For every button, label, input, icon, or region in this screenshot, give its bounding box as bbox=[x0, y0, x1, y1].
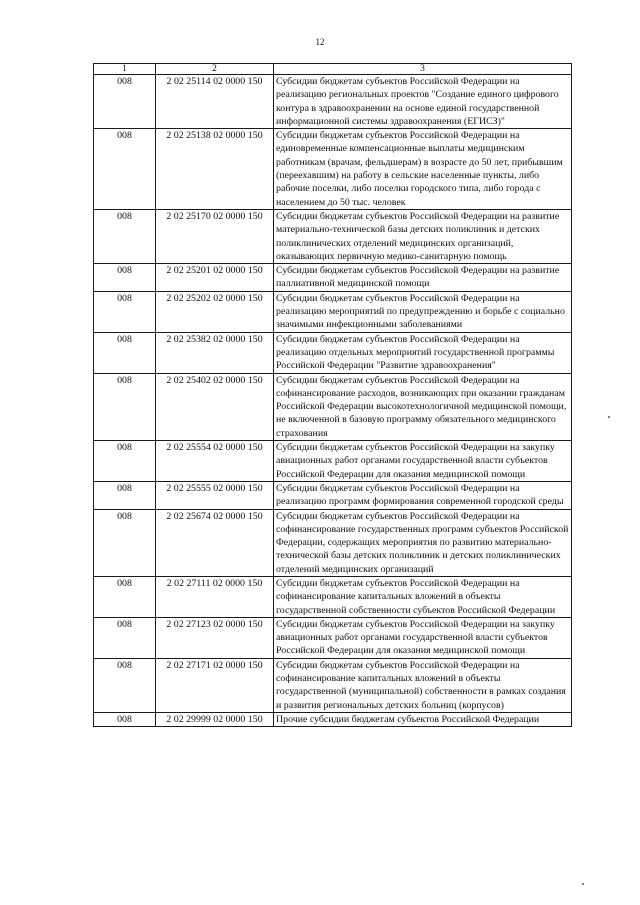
table-row bbox=[94, 712, 572, 726]
table-row bbox=[94, 373, 572, 440]
table-row bbox=[94, 617, 572, 658]
admin-code-cell: 008 bbox=[94, 509, 156, 576]
admin-code-cell: 008 bbox=[94, 75, 156, 129]
revenue-code-cell: 2 02 25382 02 0000 150 bbox=[156, 332, 274, 373]
revenue-code-cell: 2 02 25114 02 0000 150 bbox=[156, 75, 274, 129]
admin-code-cell: 008 bbox=[94, 129, 156, 210]
revenue-code-cell: 2 02 25201 02 0000 150 bbox=[156, 264, 274, 292]
table-row bbox=[94, 658, 572, 712]
revenue-code-cell: 2 02 25402 02 0000 150 bbox=[156, 373, 274, 440]
revenue-name-cell: Субсидии бюджетам субъектов Российской Федерации на реализацию региональных проектов "Создание единого цифрового контура в здравоохранении на основе единой государственной информационной системы здравоохранения (ЕГИСЗ)" bbox=[274, 75, 572, 129]
table-row bbox=[94, 481, 572, 509]
table-row bbox=[94, 264, 572, 292]
revenue-name-cell: Субсидии бюджетам субъектов Российской Федерации на софинансирование капитальных вложений в объекты государственной собственности субъектов Российской Федерации bbox=[274, 576, 572, 617]
table-row bbox=[94, 75, 572, 129]
revenue-code-cell: 2 02 27123 02 0000 150 bbox=[156, 617, 274, 658]
revenue-code-cell: 2 02 25554 02 0000 150 bbox=[156, 441, 274, 482]
admin-code-cell: 008 bbox=[94, 712, 156, 726]
table-row bbox=[94, 509, 572, 576]
revenue-name-cell: Субсидии бюджетам субъектов Российской Федерации на развитие паллиативной медицинской помощи bbox=[274, 264, 572, 292]
admin-code-cell: 008 bbox=[94, 373, 156, 440]
header-col-1: 1 bbox=[94, 64, 156, 75]
revenue-name-cell: Субсидии бюджетам субъектов Российской Федерации на единовременные компенсационные выплаты медицинским работникам (врачам, фельдшерам) в возрасте до 50 лет, прибывшим (переехавшим) на работу в сельские населенные пункты, либо рабочие поселки, либо поселки городского типа, либо города с населением до 50 тыс. человек bbox=[274, 129, 572, 210]
admin-code-cell: 008 bbox=[94, 332, 156, 373]
admin-code-cell: 008 bbox=[94, 441, 156, 482]
revenue-name-cell: Субсидии бюджетам субъектов Российской Федерации на закупку авиационных работ органами государственной власти субъектов Российской Федерации для оказания медицинской помощи bbox=[274, 441, 572, 482]
table-header-row bbox=[94, 64, 572, 75]
revenue-code-cell: 2 02 25202 02 0000 150 bbox=[156, 291, 274, 332]
revenue-code-cell: 2 02 27171 02 0000 150 bbox=[156, 658, 274, 712]
revenue-name-cell: Субсидии бюджетам субъектов Российской Федерации на развитие материально-технической базы детских поликлиник и детских поликлинических отделений медицинских организаций, оказывающих первичную медико-санитарную помощь bbox=[274, 209, 572, 263]
revenue-code-cell: 2 02 25555 02 0000 150 bbox=[156, 481, 274, 509]
admin-code-cell: 008 bbox=[94, 576, 156, 617]
table-row bbox=[94, 576, 572, 617]
table-row bbox=[94, 332, 572, 373]
admin-code-cell: 008 bbox=[94, 658, 156, 712]
revenue-name-cell: Субсидии бюджетам субъектов Российской Федерации на закупку авиационных работ органами государственной власти субъектов Российской Федерации для оказания медицинской помощи bbox=[274, 617, 572, 658]
table-row bbox=[94, 129, 572, 210]
revenue-code-cell: 2 02 25674 02 0000 150 bbox=[156, 509, 274, 576]
table-row bbox=[94, 291, 572, 332]
admin-code-cell: 008 bbox=[94, 291, 156, 332]
revenue-code-cell: 2 02 29999 02 0000 150 bbox=[156, 712, 274, 726]
table-row bbox=[94, 441, 572, 482]
revenue-code-cell: 2 02 25138 02 0000 150 bbox=[156, 129, 274, 210]
header-col-3: 3 bbox=[274, 64, 572, 75]
revenue-name-cell: Субсидии бюджетам субъектов Российской Федерации на софинансирование государственных программ субъектов Российской Федерации, содержащих мероприятия по развитию материально-технической базы детских поликлиник и детских поликлинических отделений медицинских организаций bbox=[274, 509, 572, 576]
scan-speck bbox=[608, 416, 610, 418]
revenue-code-cell: 2 02 25170 02 0000 150 bbox=[156, 209, 274, 263]
revenue-codes-table bbox=[93, 63, 572, 727]
scan-speck bbox=[582, 883, 584, 885]
admin-code-cell: 008 bbox=[94, 481, 156, 509]
revenue-name-cell: Субсидии бюджетам субъектов Российской Федерации на реализацию мероприятий по предупреждению и борьбе с социально значимыми инфекционными заболеваниями bbox=[274, 291, 572, 332]
revenue-code-cell: 2 02 27111 02 0000 150 bbox=[156, 576, 274, 617]
admin-code-cell: 008 bbox=[94, 209, 156, 263]
admin-code-cell: 008 bbox=[94, 264, 156, 292]
table-row bbox=[94, 209, 572, 263]
revenue-name-cell: Субсидии бюджетам субъектов Российской Федерации на реализацию отдельных мероприятий государственной программы Российской Федерации "Развитие здравоохранения" bbox=[274, 332, 572, 373]
revenue-name-cell: Субсидии бюджетам субъектов Российской Федерации на софинансирование капитальных вложений в объекты государственной (муниципальной) собственности в рамках создания и развития региональных детских больниц (корпусов) bbox=[274, 658, 572, 712]
admin-code-cell: 008 bbox=[94, 617, 156, 658]
revenue-name-cell: Субсидии бюджетам субъектов Российской Федерации на реализацию программ формирования современной городской среды bbox=[274, 481, 572, 509]
header-col-2: 2 bbox=[156, 64, 274, 75]
revenue-name-cell: Прочие субсидии бюджетам субъектов Российской Федерации bbox=[274, 712, 572, 726]
page-number: 12 bbox=[315, 37, 325, 47]
revenue-name-cell: Субсидии бюджетам субъектов Российской Федерации на софинансирование расходов, возникающих при оказании гражданам Российской Федерации высокотехнологичной медицинской помощи, не включенной в базовую программу обязательного медицинского страхования bbox=[274, 373, 572, 440]
